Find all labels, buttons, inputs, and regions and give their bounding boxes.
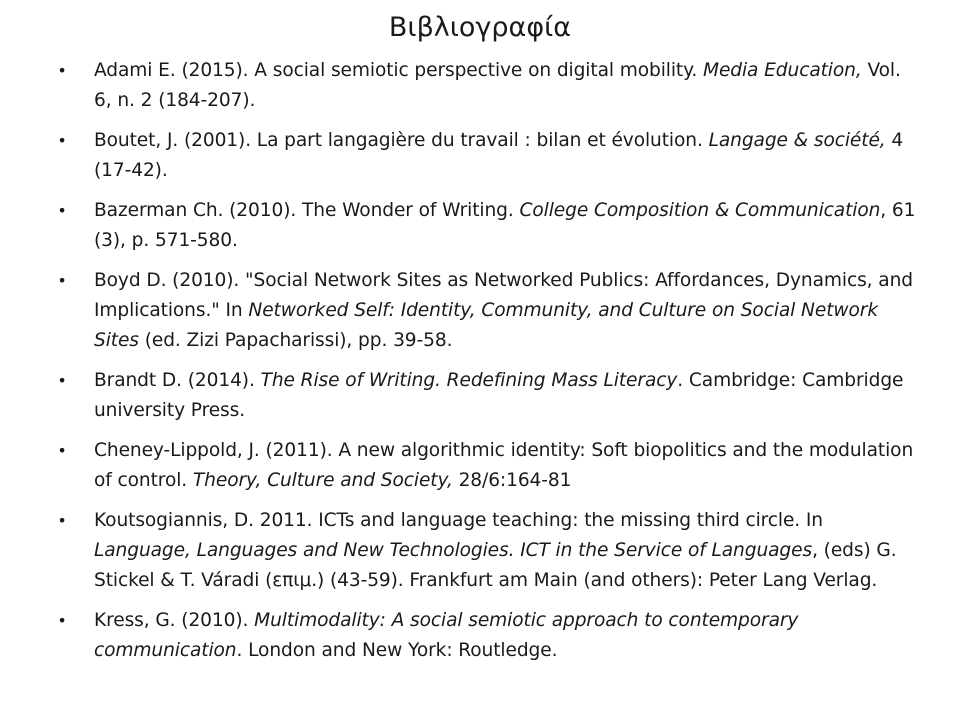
- reference-segment: Brandt D. (2014).: [94, 370, 261, 391]
- reference-segment: Cheney-Lippold, J. (2011). A new algorithmic identity: Soft biopolitics and the modulation of control.: [94, 440, 914, 491]
- reference-segment: . London and New York: Routledge.: [236, 640, 558, 661]
- reference-title-italic: Networked Self: Identity, Community, and Culture on Social Network Sites: [94, 300, 878, 351]
- reference-title-italic: Language, Languages and New Technologies. ICT in the Service of Languages: [94, 540, 813, 561]
- list-item: [56, 56, 916, 116]
- bullet-icon: •: [57, 61, 67, 80]
- reference-segment: Bazerman Ch. (2010). The Wonder of Writing.: [94, 200, 520, 221]
- reference-segment: , 61 (3), p. 571-580.: [94, 200, 916, 251]
- reference-segment: . Cambridge: Cambridge university Press.: [94, 370, 904, 421]
- reference-text: [94, 270, 913, 351]
- reference-segment: (ed. Zizi Papacharissi), pp. 39-58.: [138, 330, 453, 351]
- reference-segment: Vol. 6, n. 2 (184-207).: [94, 60, 901, 111]
- reference-text: [94, 370, 903, 421]
- reference-segment: 4 (17-42).: [94, 130, 904, 181]
- bullet-icon: •: [57, 371, 67, 390]
- bullet-icon: •: [57, 201, 67, 220]
- reference-segment: Kress, G. (2010).: [94, 610, 255, 631]
- list-item: [56, 126, 916, 186]
- reference-segment: Boutet, J. (2001). La part langagière du travail : bilan et évolution.: [94, 130, 709, 151]
- bullet-icon: •: [57, 511, 67, 530]
- bullet-icon: •: [57, 131, 67, 150]
- reference-segment: Boyd D. (2010). "Social Network Sites as Networked Publics: Affordances, Dynamics, and Implications." In: [94, 270, 913, 321]
- bullet-icon: •: [57, 441, 67, 460]
- reference-segment: 28/6:164-81: [452, 470, 572, 491]
- reference-segment: Adami E. (2015). A social semiotic perspective on digital mobility.: [94, 60, 703, 81]
- bullet-icon: •: [57, 611, 67, 630]
- reference-title-italic: Multimodality: A social semiotic approach to contemporary communication: [94, 610, 799, 661]
- list-item: [56, 196, 916, 256]
- slide-title: Βιβλιογραφία: [388, 12, 572, 43]
- list-item: [56, 506, 916, 596]
- list-item: [56, 606, 916, 666]
- reference-text: [94, 130, 903, 181]
- reference-segment: Koutsogiannis, D. 2011. ICTs and language teaching: the missing third circle. In: [94, 510, 823, 531]
- reference-text: [94, 200, 915, 251]
- reference-title-italic: Langage & société,: [708, 130, 886, 151]
- reference-title-italic: Theory, Culture and Society,: [192, 470, 453, 491]
- reference-text: [94, 510, 897, 591]
- reference-text: [94, 440, 913, 491]
- reference-segment: , (eds) G. Stickel & T. Váradi (επιμ.) (43-59). Frankfurt am Main (and others): Peter Lang Verlag.: [94, 540, 897, 591]
- reference-text: [94, 60, 901, 111]
- list-item: [56, 266, 916, 356]
- reference-title-italic: College Composition & Communication: [519, 200, 881, 221]
- reference-text: [94, 610, 798, 661]
- bibliography-list: [56, 56, 916, 676]
- reference-title-italic: Media Education,: [703, 60, 862, 81]
- reference-title-italic: The Rise of Writing. Redefining Mass Literacy: [260, 370, 678, 391]
- list-item: [56, 436, 916, 496]
- list-item: [56, 366, 916, 426]
- bullet-icon: •: [57, 271, 67, 290]
